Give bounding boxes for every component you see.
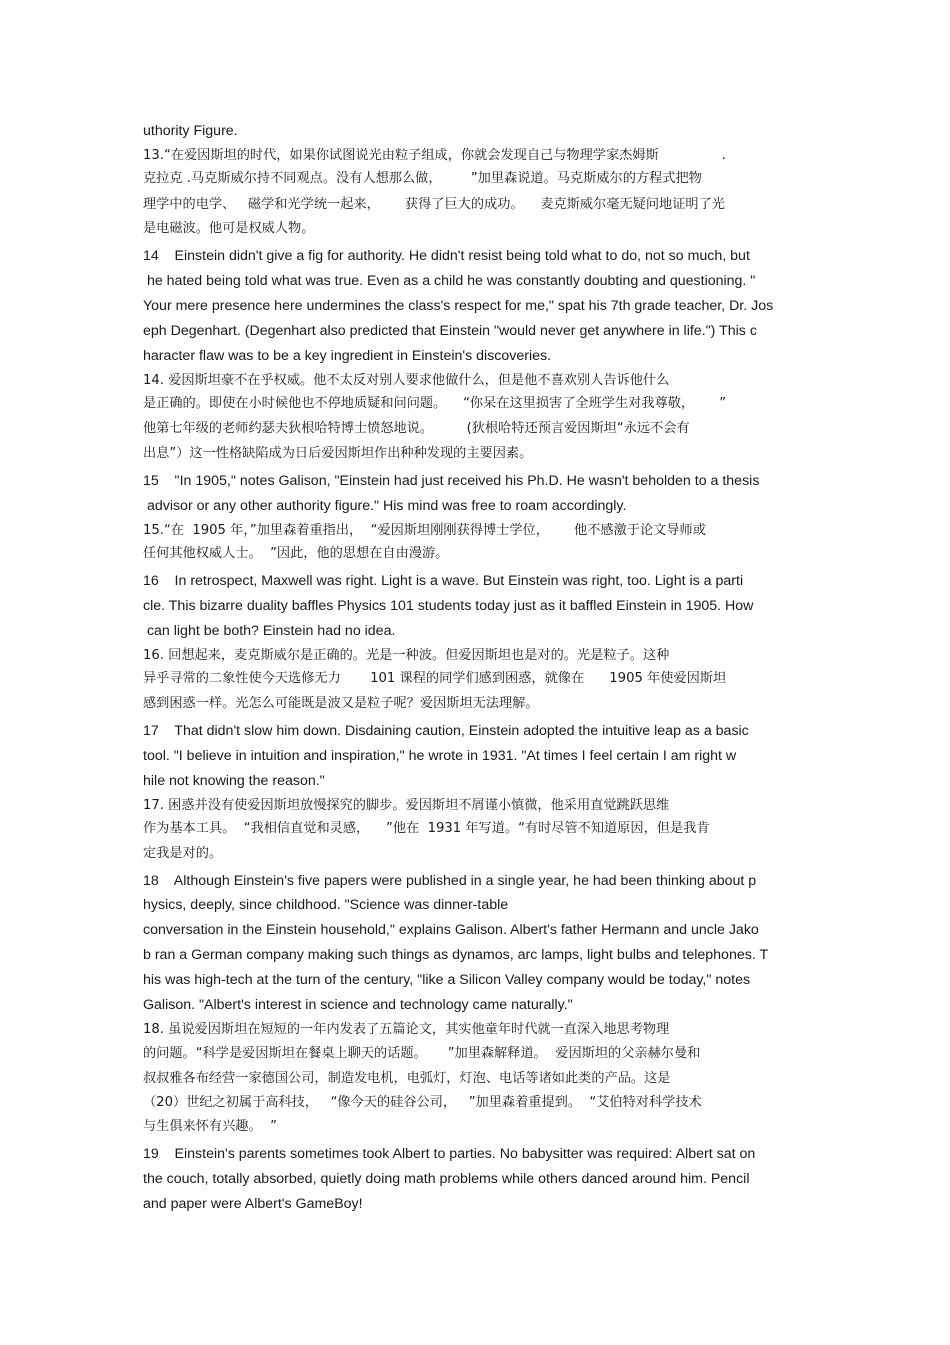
text-line: 14 Einstein didn't give a fig for authority. He didn't resist being told what to do, not so much, but <box>143 248 750 264</box>
text-line: advisor or any other authority figure." His mind was free to roam accordingly. <box>143 498 627 514</box>
text-line: eph Degenhart. (Degenhart also predicted that Einstein "would never get anywhere in life.") This c <box>143 323 757 339</box>
text-line: conversation in the Einstein household," explains Galison. Albert's father Hermann and uncle Jako <box>143 922 759 938</box>
text-line: his was high-tech at the turn of the century, "like a Silicon Valley company would be today," notes <box>143 972 751 988</box>
text-line: 17. 困惑并没有使爱因斯坦放慢探究的脚步。爱因斯坦不屑谨小慎微，他采用直觉跳跃思维 <box>143 798 670 813</box>
text-line: tool. "I believe in intuition and inspiration," he wrote in 1931. "At times I feel certain I am right w <box>143 748 737 764</box>
text-line: 作为基本工具。 “我相信直觉和灵感， ”他在 1931 年写道。“有时尽管不知道原因，但是我肯 <box>143 821 710 836</box>
text-line: hile not knowing the reason." <box>143 773 325 789</box>
text-line: 18. 虽说爱因斯坦在短短的一年内发表了五篇论文，其实他童年时代就一直深入地思考物理 <box>143 1022 670 1037</box>
text-line: 异乎寻常的二象性使今天选修无力 101 课程的同学们感到困惑，就像在 1905 年使爱因斯坦 <box>143 671 727 686</box>
text-line: 叔叔雅各布经营一家德国公司，制造发电机，电弧灯，灯泡、电话等诸如此类的产品。这是 <box>143 1071 671 1086</box>
text-line: 17 That didn't slow him down. Disdaining caution, Einstein adopted the intuitive leap as a basic <box>143 723 749 739</box>
text-line: 的问题。“科学是爱因斯坦在餐桌上聊天的话题。 ”加里森解释道。 爱因斯坦的父亲赫尔曼和 <box>143 1046 701 1061</box>
text-line: the couch, totally absorbed, quietly doing math problems while others danced around him. Pencil <box>143 1171 750 1187</box>
text-line: （20）世纪之初属于高科技， “像今天的硅谷公司， ”加里森着重提到。 “艾伯特对科学技术 <box>143 1095 702 1110</box>
text-line: 与生俱来怀有兴趣。 ” <box>143 1119 277 1134</box>
text-line: Galison. "Albert's interest in science and technology came naturally." <box>143 997 573 1013</box>
text-line: 16. 回想起来，麦克斯威尔是正确的。光是一种波。但爱因斯坦也是对的。光是粒子。这种 <box>143 648 670 663</box>
text-line: he hated being told what was true. Even as a child he was constantly doubting and questioning. " <box>143 273 756 289</box>
text-line: 定我是对的。 <box>143 846 223 861</box>
text-line: 16 In retrospect, Maxwell was right. Light is a wave. But Einstein was right, too. Light is a parti <box>143 573 744 589</box>
text-line: 任何其他权威人士。 ”因此，他的思想在自由漫游。 <box>143 546 449 561</box>
text-line: b ran a German company making such things as dynamos, arc lamps, light bulbs and telephones. T <box>143 947 769 963</box>
text-line: 感到困惑一样。光怎么可能既是波又是粒子呢？爱因斯坦无法理解。 <box>143 696 539 711</box>
text-line: 18 Although Einstein's five papers were published in a single year, he had been thinking about p <box>143 873 757 889</box>
text-line: Your mere presence here undermines the class's respect for me," spat his 7th grade teacher, Dr. Jos <box>143 298 774 314</box>
text-line: can light be both? Einstein had no idea. <box>143 623 396 639</box>
text-line: 是正确的。即使在小时候他也不停地质疑和问问题。 “你呆在这里损害了全班学生对我尊敬， ” <box>143 396 727 411</box>
text-line: 14. 爱因斯坦豪不在乎权威。他不太反对别人要求他做什么，但是他不喜欢别人告诉他什么 <box>143 373 670 388</box>
text-line: 13.“在爱因斯坦的时代，如果你试图说光由粒子组成，你就会发现自己与物理学家杰姆斯 . <box>143 148 726 163</box>
text-line: 19 Einstein's parents sometimes took Albert to parties. No babysitter was required: Albert sat on <box>143 1146 756 1162</box>
text-line: 出息”）这一性格缺陷成为日后爱因斯坦作出种种发现的主要因素。 <box>143 446 533 461</box>
text-line: 15 "In 1905," notes Galison, "Einstein had just received his Ph.D. He wasn't beholden to a thesis <box>143 473 760 489</box>
text-line: uthority Figure. <box>143 123 238 139</box>
text-line: 理学中的电学、 磁学和光学统一起来， 获得了巨大的成功。 麦克斯威尔毫无疑问地证明了光 <box>143 197 725 212</box>
text-line: hysics, deeply, since childhood. "Science was dinner-table <box>143 897 509 913</box>
text-line: 克拉克 .马克斯威尔持不同观点。没有人想那么做， ”加里森说道。马克斯威尔的方程式把物 <box>143 171 702 186</box>
text-line: 15.“在 1905 年，”加里森着重指出， “爱因斯坦刚刚获得博士学位， 他不感激于论文导师或 <box>143 523 706 538</box>
text-line: cle. This bizarre duality baffles Physics 101 students today just as it baffled Einstein in 1905. How <box>143 598 754 614</box>
text-line: and paper were Albert's GameBoy! <box>143 1196 363 1212</box>
text-line: haracter flaw was to be a key ingredient in Einstein's discoveries. <box>143 348 552 364</box>
text-line: 是电磁波。他可是权威人物。 <box>143 221 315 236</box>
text-line: 他第七年级的老师约瑟夫狄根哈特博士愤怒地说。 (狄根哈特还预言爱因斯坦“永远不会有 <box>143 421 690 436</box>
